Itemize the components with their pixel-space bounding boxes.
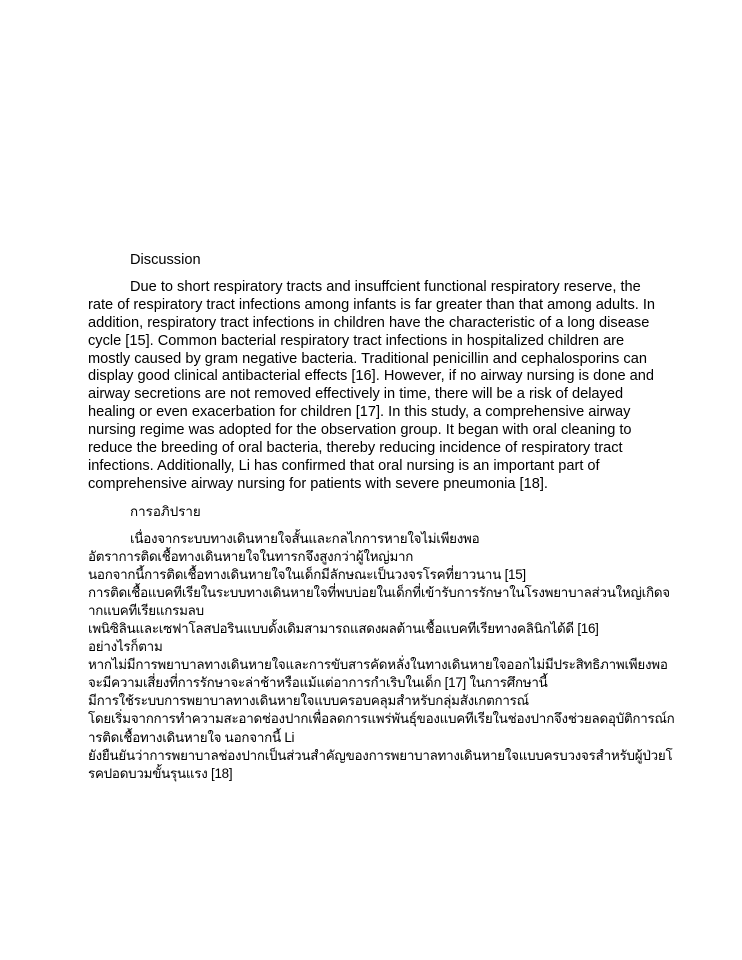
thai-line: มีการใช้ระบบการพยาบาลทางเดินหายใจแบบครอบคลุมสำหรับกลุ่มสังเกตการณ์ [88, 693, 529, 709]
thai-line: อย่างไรก็ตาม [88, 639, 163, 655]
english-paragraph [88, 279, 658, 494]
thai-line: อัตราการติดเชื้อทางเดินหายใจในทารกจึงสูงกว่าผู้ใหญ่มาก [88, 549, 414, 565]
thai-paragraph [88, 530, 675, 783]
thai-line: จะมีความเสี่ยงที่การรักษาจะล่าช้าหรือแม้แต่อาการกำเริบในเด็ก [17] ในการศึกษานี้ [88, 675, 548, 691]
thai-section-heading: การอภิปราย [130, 504, 201, 519]
thai-line: นอกจากนี้การติดเชื้อทางเดินหายใจในเด็กมีลักษณะเป็นวงจรโรคที่ยาวนาน [15] [88, 567, 526, 583]
thai-line: รคปอดบวมขั้นรุนแรง [18] [88, 765, 233, 781]
thai-line: โดยเริ่มจากการทำความสะอาดช่องปากเพื่อลดการแพร่พันธุ์ของแบคทีเรียในช่องปากจึงช่วยลดอุบัติการณ์ก [88, 711, 675, 727]
english-line: addition, respiratory tract infections in children have the characteristic of a long disease [88, 314, 650, 331]
english-line: comprehensive airway nursing for patients with severe pneumonia [18]. [88, 475, 548, 492]
english-section-heading: Discussion [130, 252, 201, 268]
thai-line: เพนิซิลินและเซฟาโลสปอรินแบบดั้งเดิมสามารถแสดงผลต้านเชื้อแบคทีเรียทางคลินิกได้ดี [16] [88, 621, 599, 637]
english-line: reduce the breeding of oral bacteria, thereby reducing incidence of respiratory tract [88, 440, 623, 457]
english-line: airway secretions are not removed effectively in time, there will be a risk of delayed [88, 386, 624, 403]
thai-line: ยังยืนยันว่าการพยาบาลช่องปากเป็นส่วนสำคัญของการพยาบาลทางเดินหายใจแบบครบวงจรสำหรับผู้ป่วยโ [88, 747, 673, 763]
english-line: infections. Additionally, Li has confirmed that oral nursing is an important part of [88, 457, 600, 474]
english-line: rate of respiratory tract infections among infants is far greater than that among adults. In [88, 296, 656, 313]
english-line: cycle [15]. Common bacterial respiratory tract infections in hospitalized children are [88, 332, 625, 349]
thai-line: การติดเชื้อแบคทีเรียในระบบทางเดินหายใจที่พบบ่อยในเด็กที่เข้ารับการรักษาในโรงพยาบาลส่วนใหญ่เกิดจ [88, 585, 670, 601]
thai-line: เนื่องจากระบบทางเดินหายใจสั้นและกลไกการหายใจไม่เพียงพอ [130, 531, 480, 546]
english-line: mostly caused by gram negative bacteria. Traditional penicillin and cephalosporins can [88, 350, 647, 367]
english-line: healing or even exacerbation for children [17]. In this study, a comprehensive airway [88, 404, 631, 421]
thai-line: หากไม่มีการพยาบาลทางเดินหายใจและการขับสารคัดหลั่งในทางเดินหายใจออกไม่มีประสิทธิภาพเพียงพอ [88, 657, 668, 673]
thai-line: ากแบคทีเรียแกรมลบ [88, 603, 204, 619]
english-line: nursing regime was adopted for the observation group. It began with oral cleaning to [88, 422, 632, 439]
english-line: Due to short respiratory tracts and insuffcient functional respiratory reserve, the [130, 279, 641, 295]
english-line: display good clinical antibacterial effects [16]. However, if no airway nursing is done and [88, 368, 654, 385]
thai-line: ารติดเชื้อทางเดินหายใจ นอกจากนี้ Li [88, 729, 295, 745]
